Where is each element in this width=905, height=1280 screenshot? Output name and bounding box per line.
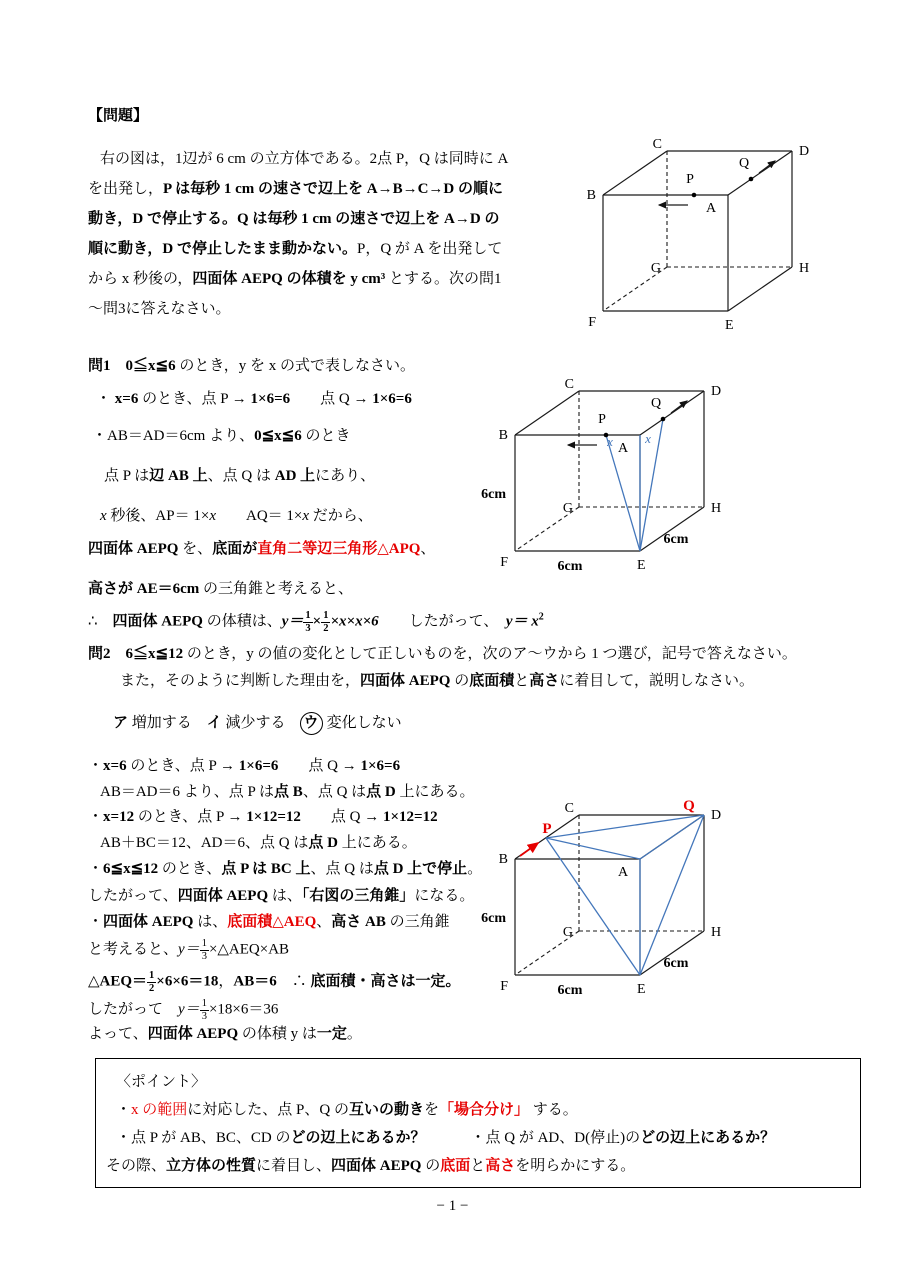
text-run: 互いの動き: [348, 1102, 424, 1118]
text-run: 1×6=6: [250, 391, 291, 407]
q2-formula-1: [88, 938, 289, 963]
text-run: は、: [193, 914, 228, 930]
text-run: のとき、: [158, 861, 222, 877]
vertex-label-f: F: [500, 979, 508, 994]
problem-line-3: [88, 210, 499, 229]
edge-length-bottom: 6cm: [557, 559, 583, 574]
option-a-label: ア: [113, 715, 129, 731]
text-run: 0≦x≦6: [254, 428, 302, 444]
text-run: の体積は、: [202, 613, 282, 630]
vertex-label-f: F: [500, 555, 508, 570]
vertex-label-c: C: [564, 377, 574, 392]
text-run: 上にある。: [395, 784, 475, 800]
points-title: [116, 1073, 206, 1092]
formula-run: ×△AEQ×AB: [208, 941, 290, 958]
fraction-denominator: 2: [323, 623, 329, 635]
text-run: 一定: [316, 1026, 347, 1042]
text-run: を: [423, 1102, 439, 1118]
text-run: 四面体 AEPQ: [103, 914, 194, 930]
fraction: [147, 970, 156, 995]
fraction: [200, 998, 209, 1023]
tetrahedron-aepq-lines: [546, 815, 704, 975]
text-run: 1×12=12: [246, 809, 301, 825]
cube-diagram-q2: [470, 798, 780, 1022]
vertex-label-d: D: [711, 384, 722, 399]
text-run: の: [421, 1158, 441, 1174]
text-run: ・: [88, 809, 104, 825]
text-run: x=6: [103, 758, 127, 774]
q1-step-3: [104, 467, 375, 486]
vertex-label-g: G: [562, 925, 573, 940]
text-run: 、点 Q は: [310, 861, 374, 877]
q1-step-6: [88, 580, 353, 599]
formula-run: y＝: [178, 1001, 200, 1018]
text-run: の三角錐: [385, 914, 450, 930]
cube-edges: [603, 151, 792, 311]
text-run: 1×6=6: [360, 758, 401, 774]
text-run: 〜問3に答えなさい。: [88, 301, 231, 317]
text-run: 四面体 AEPQ: [147, 1026, 239, 1042]
formula-run: ×18×6＝36: [208, 1001, 279, 1018]
text-run: 点 P は BC 上: [221, 861, 311, 877]
tetrahedron-aepq-lines: [606, 419, 663, 551]
formula-run: ×6×6＝18: [156, 973, 219, 990]
text-run: 。: [467, 861, 483, 877]
text-run: 6≦x≦12: [103, 861, 159, 877]
text-run: 底面積・高さは一定。: [310, 973, 461, 990]
vertex-label-b: B: [498, 852, 508, 867]
edge-length-left: 6cm: [481, 487, 506, 502]
vertex-label-h: H: [799, 261, 810, 276]
fraction: [303, 610, 312, 635]
cube-edges: [515, 391, 704, 551]
text-run: のとき，y を x の式で表しなさい。: [175, 358, 415, 374]
text-run: 四面体 AEPQ: [331, 1158, 422, 1174]
points-line-2: [116, 1129, 775, 1148]
text-run: 、点 Q は: [207, 468, 275, 484]
text-run: ∴: [276, 973, 311, 990]
q2-formula-2: [88, 970, 461, 995]
option-c-circled: ウ: [300, 712, 323, 735]
problem-line-1: [100, 150, 508, 169]
vertex-label-b: B: [586, 188, 596, 203]
q2-step-4: [100, 834, 417, 853]
text-run: 高さ: [529, 673, 560, 689]
vertex-label-b: B: [498, 428, 508, 443]
fraction-denominator: 3: [201, 951, 207, 963]
vertex-label-e: E: [637, 982, 646, 997]
fraction-denominator: 3: [305, 623, 311, 635]
formula-run: y＝: [281, 613, 304, 630]
option-b-text: 減少する: [221, 715, 286, 731]
text-run: を明らかにする。: [515, 1158, 636, 1174]
text-run: AB＋BC＝12、AD＝6、点 Q は: [100, 835, 309, 851]
text-run: ・: [88, 914, 104, 930]
q2-step-5: [88, 860, 482, 879]
text-run: と考えると、: [88, 941, 179, 958]
vertex-label-h: H: [711, 501, 722, 516]
text-run: x: [209, 508, 216, 524]
points-box: [95, 1058, 861, 1188]
text-run: 右の図は，1辺が 6 cm の立方体である。2点 P，Q は同時に A: [100, 151, 509, 167]
text-run: 1×12=12: [382, 809, 438, 825]
vertex-label-e: E: [725, 318, 734, 333]
text-run: 【問題】: [88, 108, 149, 124]
text-run: に着目し、: [256, 1158, 332, 1174]
text-run: − 1 −: [436, 1198, 469, 1214]
q-direction-arrow: [759, 161, 775, 173]
text-run: x=12: [103, 809, 135, 825]
vertex-label-a: A: [618, 441, 629, 456]
q2-step-1: [88, 757, 400, 776]
text-run: とする。次の問1: [385, 271, 502, 287]
text-run: に着目して，説明しなさい。: [559, 673, 754, 689]
q2-formula-3: [88, 998, 278, 1023]
problem-line-5: [88, 270, 502, 289]
text-run: どの辺上にあるか？: [640, 1130, 776, 1146]
point-q-label: Q: [738, 156, 750, 171]
text-run: のとき、点 P →: [138, 391, 251, 407]
text-run: を出発し，: [88, 181, 164, 197]
text-run: x=6: [114, 391, 139, 407]
text-run: のとき，y の値の変化として正しいものを，次のア〜ウから 1 つ選び，記号で答えなさい。: [183, 646, 797, 662]
text-run: ・AB＝AD＝6cm より、: [92, 428, 255, 444]
text-run: したがって、: [378, 613, 506, 630]
vertex-label-a: A: [618, 865, 629, 880]
text-run: 6≦x≦12: [110, 646, 184, 662]
formula-run: AB＝6: [233, 973, 277, 990]
text-run: の三角錐と考えると、: [199, 581, 354, 597]
text-run: 〈ポイント〉: [116, 1074, 207, 1090]
point-p-label: P: [686, 172, 694, 187]
text-run: AD 上: [274, 468, 316, 484]
fraction: [200, 938, 209, 963]
text-run: 、: [316, 914, 332, 930]
highlight-red: 高さ: [485, 1158, 516, 1174]
text-run: の: [450, 673, 470, 689]
text-run: ・: [88, 861, 104, 877]
q1-step-1: [96, 390, 412, 409]
q2-step-6: [88, 887, 474, 906]
text-run: 秒後、AP＝ 1×: [106, 508, 210, 524]
text-run: 点 D: [308, 835, 338, 851]
text-run: 問2: [88, 646, 111, 662]
text-run: どの辺上にあるか？: [290, 1130, 426, 1146]
q2-conclusion: [88, 1025, 362, 1044]
text-run: x: [100, 508, 107, 524]
vertex-label-d: D: [799, 144, 810, 159]
text-run: 四面体 AEPQ: [177, 888, 269, 904]
text-run: 動き，D で停止する。Q は毎秒 1 cm の速さで辺上を A→D の: [88, 211, 500, 227]
text-run: 点 Q →: [290, 391, 373, 407]
text-run: 四面体 AEPQ の体積を y cm³: [192, 271, 386, 287]
text-run: ，: [218, 973, 234, 990]
q2-step-2: [100, 783, 475, 802]
text-run: その際、: [106, 1158, 167, 1174]
text-run: 底面積: [469, 673, 515, 689]
text-run: ・: [88, 758, 104, 774]
formula-result: y＝ x: [505, 613, 539, 630]
q2-heading-2: [120, 672, 754, 691]
text-run: のとき、点 P →: [134, 809, 247, 825]
formula-run: ×: [312, 613, 322, 630]
text-run: 辺 AB 上: [149, 468, 208, 484]
vertex-label-d: D: [711, 808, 722, 823]
vertex-label-h: H: [711, 925, 722, 940]
text-run: 0≦x≦6: [110, 358, 176, 374]
formula-run: ×x×x×6: [330, 613, 379, 630]
text-run: 点 P は: [104, 468, 150, 484]
highlight-red: 底面積△AEQ: [227, 914, 317, 930]
ap-length-x-label: x: [607, 434, 613, 449]
text-run: 点 D: [366, 784, 396, 800]
highlight-red: 「場合分け」: [439, 1102, 530, 1118]
text-run: のとき: [301, 428, 351, 444]
text-run: する。: [529, 1102, 578, 1118]
problem-heading: [88, 107, 148, 126]
text-run: 四面体 AEPQ: [88, 541, 179, 557]
problem-line-4: [88, 240, 502, 259]
text-run: x: [302, 508, 310, 524]
text-run: 「右図の三角錐」: [301, 888, 415, 904]
point-q-dot: [661, 417, 666, 422]
option-a-text: 増加する: [128, 715, 207, 731]
option-c-text: 変化しない: [326, 715, 402, 731]
text-run: 。: [346, 1026, 362, 1042]
q2-options: [113, 712, 402, 735]
text-run: 上にある。: [337, 835, 417, 851]
text-run: の体積 y は: [238, 1026, 317, 1042]
fraction-numerator: 1: [200, 938, 209, 951]
text-run: よって、: [88, 1026, 148, 1042]
text-run: と: [514, 673, 530, 689]
option-b-label: イ: [206, 715, 222, 731]
text-run: したがって、: [88, 888, 178, 904]
cube-edges: [515, 815, 704, 975]
highlight-red: 底面: [440, 1158, 471, 1174]
text-run: 1×6=6: [238, 758, 279, 774]
exponent: 2: [538, 611, 544, 623]
point-p-label: P: [598, 412, 606, 427]
vertex-label-g: G: [562, 501, 573, 516]
fraction-numerator: 1: [321, 610, 330, 623]
q1-step-5: [88, 540, 435, 559]
text-run: 点 B: [274, 784, 303, 800]
highlight-red: 直角二等辺三角形△APQ: [257, 541, 421, 557]
text-run: 点 Q →: [278, 758, 361, 774]
text-run: 順に動き，D で停止したまま動かない。: [88, 241, 357, 257]
edge-length-depth: 6cm: [663, 956, 689, 971]
problem-line-6: [88, 300, 231, 319]
aq-length-x-label: x: [645, 431, 651, 446]
text-run: ・: [116, 1102, 132, 1118]
text-run: になる。: [414, 888, 475, 904]
text-run: ・点 Q が AD、D(停止)の: [425, 1130, 641, 1146]
formula-run: y＝: [178, 941, 200, 958]
text-run: ・点 P が AB、BC、CD の: [116, 1130, 291, 1146]
text-run: P は毎秒 1 cm の速さで辺上を A→B→C→D の順に: [163, 181, 504, 197]
text-run: と: [470, 1158, 486, 1174]
point-p-label: P: [542, 821, 552, 837]
text-run: 高さが AE＝6cm: [88, 581, 200, 597]
vertex-label-a: A: [706, 201, 717, 216]
text-run: 点 D 上で停止: [373, 861, 468, 877]
page-number: [0, 1198, 905, 1215]
text-run: AQ＝ 1×: [215, 508, 303, 524]
cube-diagram-q1: [470, 378, 780, 598]
q2-step-3: [88, 808, 438, 827]
text-run: に対応した、点 P、Q の: [187, 1102, 349, 1118]
vertex-label-c: C: [564, 801, 574, 816]
text-run: にあり、: [315, 468, 376, 484]
text-run: を、: [178, 541, 213, 557]
edge-length-depth: 6cm: [663, 532, 689, 547]
text-run: 、: [420, 541, 436, 557]
highlight-red: x の範囲: [131, 1102, 188, 1118]
text-run: 四面体 AEPQ: [360, 673, 451, 689]
q1-step-4: [100, 507, 373, 526]
formula-run: △AEQ＝: [88, 973, 148, 990]
q1-formula: [88, 610, 544, 635]
text-run: P，Q が A を出発して: [356, 241, 503, 257]
text-run: 問1: [88, 358, 111, 374]
text-run: のとき、点 P →: [126, 758, 239, 774]
p-on-bc-arrow: [520, 843, 538, 856]
q1-heading: [88, 357, 415, 376]
text-run: したがって: [88, 1001, 179, 1018]
text-run: 高さ AB: [331, 914, 386, 930]
vertex-label-f: F: [588, 315, 596, 330]
text-run: から x 秒後の，: [88, 271, 193, 287]
text-run: ∴: [88, 613, 113, 630]
text-run: 底面が: [212, 541, 258, 557]
text-run: だから、: [309, 508, 373, 524]
fraction-denominator: 3: [201, 1011, 207, 1023]
text-run: は、: [268, 888, 302, 904]
q2-step-7: [88, 913, 450, 932]
vertex-label-e: E: [637, 558, 646, 573]
cube-diagram-problem: [558, 138, 868, 358]
q1-step-2: [92, 427, 351, 446]
text-run: AB＝AD＝6 より、点 P は: [100, 784, 275, 800]
vertex-label-c: C: [652, 137, 662, 152]
point-q-label: Q: [683, 798, 695, 814]
q2-heading: [88, 645, 797, 664]
q-direction-arrow: [671, 401, 687, 413]
fraction-numerator: 1: [147, 970, 156, 983]
text-run: 1×6=6: [372, 391, 412, 407]
points-line-3: [106, 1157, 635, 1176]
text-run: ・: [96, 391, 115, 407]
text-run: 点 Q →: [300, 809, 383, 825]
vertex-label-g: G: [650, 261, 661, 276]
fraction-numerator: 1: [200, 998, 209, 1011]
problem-line-2: [88, 180, 503, 199]
text-run: 四面体 AEPQ: [112, 613, 203, 630]
point-q-dot: [749, 177, 754, 182]
edge-length-left: 6cm: [481, 911, 506, 926]
text-run: 立方体の性質: [166, 1158, 257, 1174]
edge-length-bottom: 6cm: [557, 983, 583, 998]
fraction-denominator: 2: [149, 983, 155, 995]
point-q-label: Q: [650, 396, 662, 411]
text-run: また，そのように判断した理由を，: [120, 673, 361, 689]
point-p-dot: [692, 193, 697, 198]
points-line-1: [116, 1101, 578, 1120]
text-run: 、点 Q は: [302, 784, 367, 800]
fraction-numerator: 1: [303, 610, 312, 623]
